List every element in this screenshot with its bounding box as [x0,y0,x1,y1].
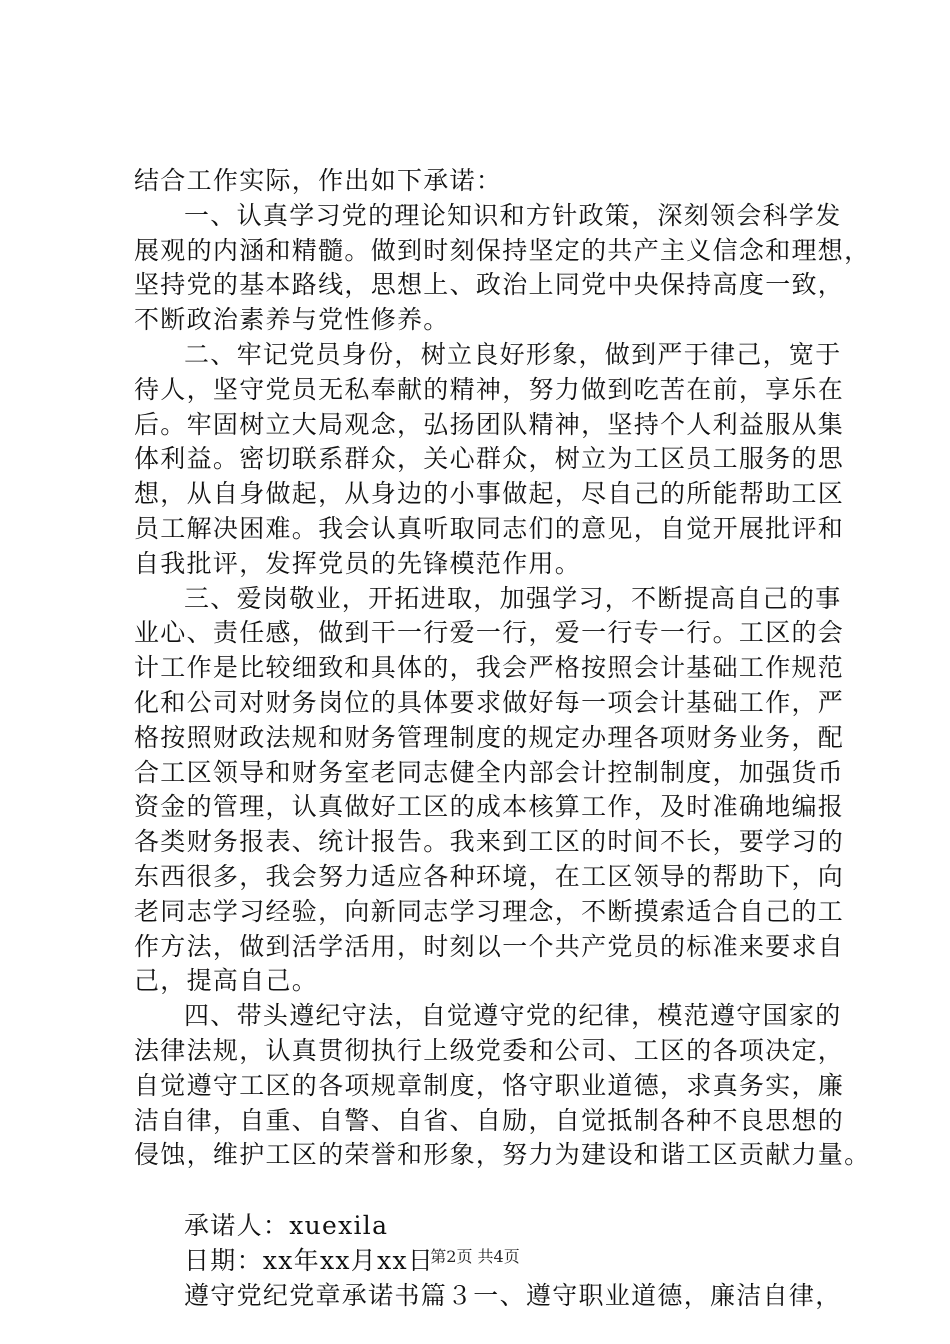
text-line: 各类财务报表、统计报告。我来到工区的时间不长，要学习的 [134,827,845,857]
text-line: 后。牢固树立大局观念，弘扬团队精神，坚持个人利益服从集 [134,409,845,439]
text-line: 业心、责任感，做到干一行爱一行，爱一行专一行。工区的会 [134,618,845,648]
document-body [134,164,871,1314]
text-line: 三、爱岗敬业，开拓进取，加强学习，不断提高自己的事 [184,583,842,613]
body-lines [134,164,871,1173]
text-line: 二、牢记党员身份，树立良好形象，做到严于律己，宽于 [184,339,842,369]
text-line: 展观的内涵和精髓。做到时刻保持坚定的共产主义信念和理想， [134,235,871,265]
date-line: 日期：xx年xx月xx日 [184,1245,435,1275]
text-line: 合工区领导和财务室老同志健全内部会计控制制度，加强货币 [134,757,845,787]
text-line: 自我批评，发挥党员的先锋模范作用。 [134,548,582,578]
text-line: 侵蚀，维护工区的荣誉和形象，努力为建设和谐工区贡献力量。 [134,1140,871,1170]
text-line: 结合工作实际，作出如下承诺： [134,166,503,195]
text-line: 员工解决困难。我会认真听取同志们的意见，自觉开展批评和 [134,513,845,543]
text-line: 洁自律，自重、自警、自省、自励，自觉抵制各种不良思想的 [134,1105,845,1135]
paragraph-gap [134,1173,854,1209]
text-line: 一、认真学习党的理论知识和方针政策，深刻领会科学发 [184,200,842,230]
text-line: 法律法规，认真贯彻执行上级党委和公司、工区的各项决定， [134,1035,845,1065]
text-line: 坚持党的基本路线，思想上、政治上同党中央保持高度一致， [134,270,845,300]
text-line: 作方法，做到活学活用，时刻以一个共产党员的标准来要求自 [134,931,845,961]
page-footer: 第2页 共4页 [430,1247,520,1266]
text-line: 自觉遵守工区的各项规章制度，恪守职业道德，求真务实，廉 [134,1070,845,1100]
text-line: 体利益。密切联系群众，关心群众，树立为工区员工服务的思 [134,444,845,474]
next-article-line: 遵守党纪党章承诺书篇３一、遵守职业道德，廉洁自律， [184,1280,842,1310]
text-line: 不断政治素养与党性修养。 [134,305,450,335]
text-line: 待人，坚守党员无私奉献的精神，努力做到吃苦在前，享乐在 [134,374,845,404]
text-line: 想，从自身做起，从身边的小事做起，尽自己的所能帮助工区 [134,479,845,509]
text-line: 资金的管理，认真做好工区的成本核算工作，及时准确地编报 [134,792,845,822]
promisor-line: 承诺人：xuexila [184,1211,389,1241]
text-line: 东西很多，我会努力适应各种环境，在工区领导的帮助下，向 [134,861,845,891]
text-line: 计工作是比较细致和具体的，我会严格按照会计基础工作规范 [134,653,845,683]
text-line: 化和公司对财务岗位的具体要求做好每一项会计基础工作，严 [134,687,845,717]
text-line: 格按照财政法规和财务管理制度的规定办理各项财务业务，配 [134,722,845,752]
text-line: 老同志学习经验，向新同志学习理念，不断摸索适合自己的工 [134,896,845,926]
text-line: 四、带头遵纪守法，自觉遵守党的纪律，模范遵守国家的 [184,1001,842,1031]
text-line: 己，提高自己。 [134,966,319,996]
